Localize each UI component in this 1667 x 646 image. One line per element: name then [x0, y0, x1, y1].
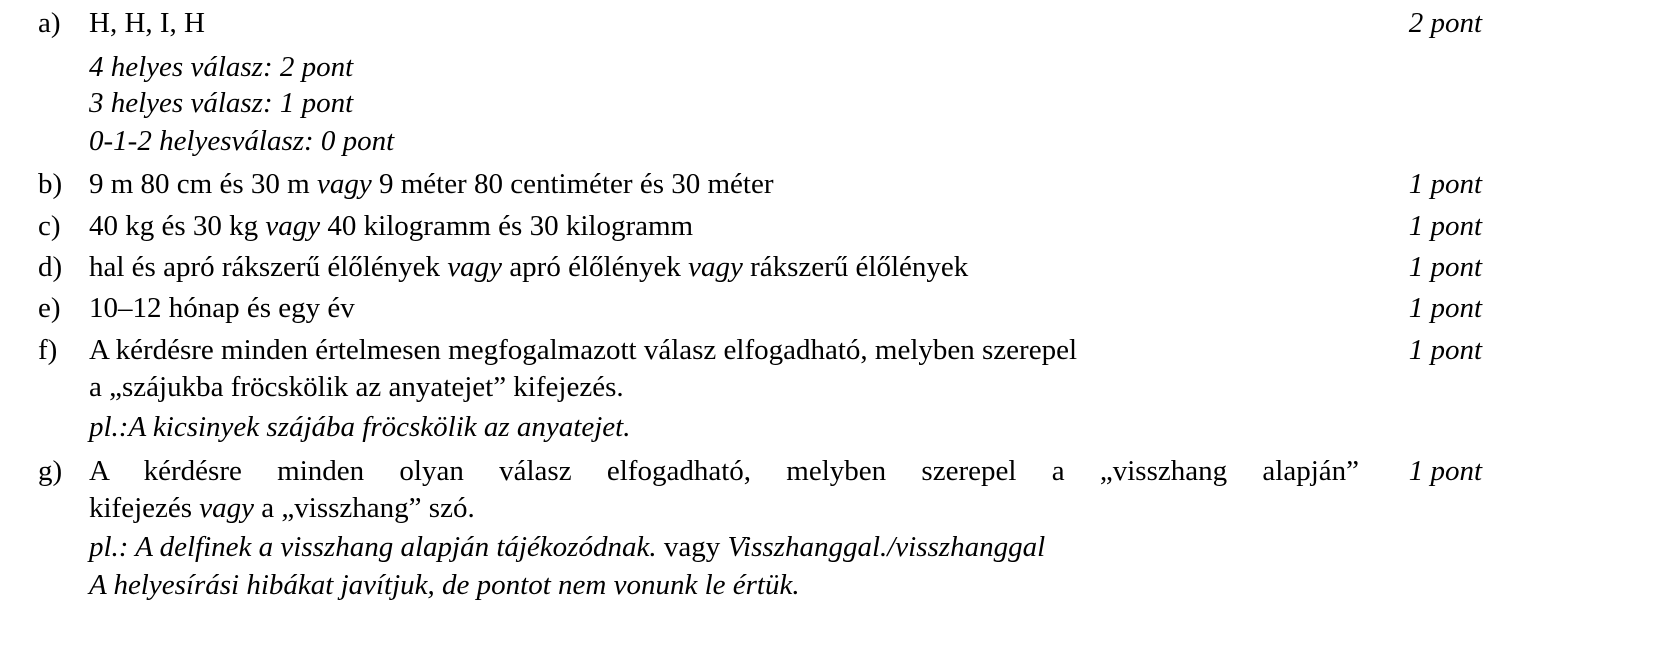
- scoring-note-text: 4 helyes válasz: 2 pont: [89, 51, 354, 83]
- answer-part: apró élőlények: [509, 251, 681, 283]
- example-part: pl.: A delfinek a visszhang alapján tájékozódnak.: [89, 531, 657, 563]
- example-answer: pl.:A kicsinyek szájába fröcskölik az anyatejet.: [89, 411, 631, 443]
- or-word: vagy: [199, 492, 255, 524]
- item-letter: f): [38, 334, 58, 366]
- answer-part: kifejezés: [89, 492, 193, 524]
- answer-part: 9 m 80 cm és 30 m: [89, 168, 310, 200]
- item-points: 1 pont: [1408, 455, 1482, 487]
- or-word: vagy: [688, 251, 743, 283]
- or-word: vagy: [316, 168, 372, 200]
- item-answer-continuation: a „szájukba fröcskölik az anyatejet” kifejezés.: [89, 371, 624, 403]
- scoring-note-text: 0-1-2 helyesválasz: 0 pont: [89, 125, 395, 157]
- or-word: vagy: [265, 210, 321, 242]
- item-letter: g): [38, 455, 63, 487]
- answer-part: rákszerű élőlények: [750, 251, 969, 283]
- item-points: 1 pont: [1408, 292, 1482, 324]
- item-answer: A kérdésre minden olyan válasz elfogadható, melyben szerepel a „visszhang alapján”: [89, 455, 1359, 487]
- answer-part: 40 kilogramm és 30 kilogramm: [327, 210, 694, 242]
- example-answer: [89, 530, 1045, 564]
- item-answer: [89, 209, 693, 243]
- answer-part: 9 méter 80 centiméter és 30 méter: [378, 168, 774, 200]
- item-answer: A kérdésre minden értelmesen megfogalmazott válasz elfogadható, melyben szerepel: [89, 334, 1078, 366]
- item-points: 1 pont: [1408, 168, 1482, 200]
- item-answer: 10–12 hónap és egy év: [89, 292, 355, 324]
- answer-part: 40 kg és 30 kg: [89, 210, 259, 242]
- answer-part: hal és apró rákszerű élőlények: [89, 251, 441, 283]
- item-answer-continuation: [89, 491, 475, 525]
- item-letter: e): [38, 292, 61, 324]
- scoring-note-text: 3 helyes válasz: 1 pont: [89, 87, 354, 119]
- item-points: 1 pont: [1408, 210, 1482, 242]
- example-part: Visszhanggal./visszhanggal: [727, 531, 1046, 563]
- item-letter: a): [38, 7, 61, 39]
- item-answer: [89, 250, 968, 284]
- item-answer: [89, 167, 774, 201]
- item-answer: H, H, I, H: [89, 7, 205, 39]
- item-points: 1 pont: [1408, 334, 1482, 366]
- item-points: 1 pont: [1408, 251, 1482, 283]
- answer-part: a „visszhang” szó.: [261, 492, 475, 524]
- or-word: vagy: [447, 251, 503, 283]
- spelling-note: A helyesírási hibákat javítjuk, de pontot nem vonunk le értük.: [89, 569, 800, 601]
- item-letter: d): [38, 251, 63, 283]
- item-points: 2 pont: [1408, 7, 1482, 39]
- item-letter: c): [38, 210, 61, 242]
- or-word: vagy: [663, 531, 721, 563]
- item-letter: b): [38, 168, 63, 200]
